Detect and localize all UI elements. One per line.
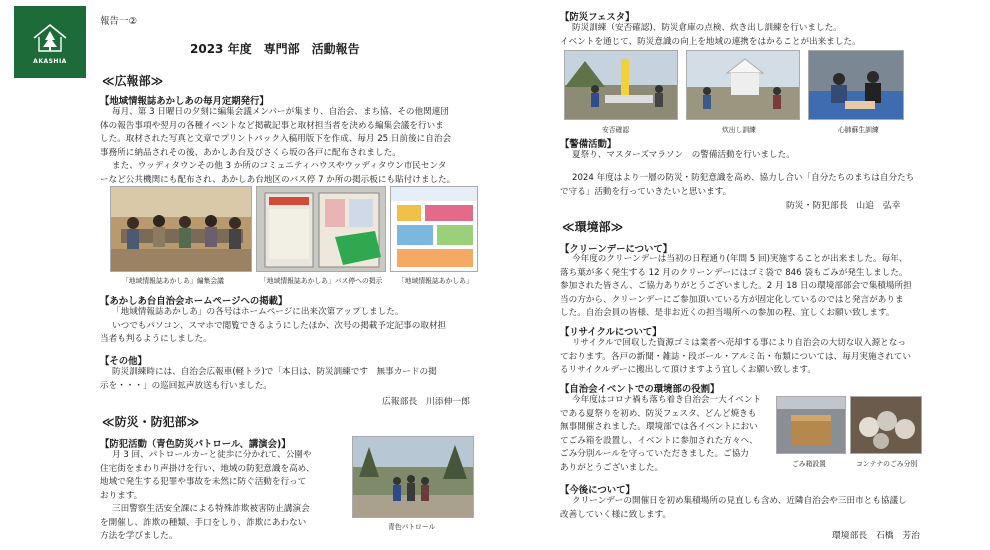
keibi-paragraph: 夏祭り、マスターズマラソン の警備活動を行いました。 — [572, 150, 795, 160]
kouhou-section-title: ≪広報部≫ — [102, 74, 164, 88]
logo-text: AKASHIA — [33, 57, 67, 65]
kankyo-heading-2: 【リサイクルについて】 — [560, 327, 662, 338]
kankyo-section-title: ≪環境部≫ — [562, 220, 624, 234]
safety-check-photo — [564, 50, 678, 120]
photo-caption-trashbox: ごみ箱設置 — [792, 460, 826, 468]
photo-caption-container: コンテナのごみ分別 — [856, 460, 918, 468]
bousai-section-title: ≪防災・防犯部≫ — [102, 415, 200, 429]
photo-caption-safety: 安否確認 — [602, 126, 630, 134]
bus-stop-board-photo — [256, 186, 386, 272]
kankyo-paragraph-1: 今年度のクリーンデーは当初の日程通り(年間 5 回)実施することが出来ました。毎年、 落ち葉が多く発生する 12 月のクリーンデーにはゴミ袋で 846 袋もごみが発生しました。 参加された皆さん、ご協力ありがとうございました。2 月 18 日の環境部部会で集積場所担 当の方から、クリーンデーにご参加頂いている方が固定化しているのではと発言がありま した。自治会員の皆様、是非お近くの担当場所への参加の程、宜しくお願い致します。 — [560, 254, 912, 318]
kouhou-signature: 広報部長 川添伸一郎 — [382, 397, 470, 407]
kouhou-paragraph-3: 防災訓練時には、自治会広報車(軽トラ)で「本日は、防災訓練です 無事カードの掲 示を・・・」の巡回拡声放送も行いました。 — [100, 367, 437, 391]
photo-caption-busstop: 「地域情報誌あかしあ」バス停への掲示 — [260, 277, 383, 285]
cooking-drill-photo — [686, 50, 800, 120]
kouhou-heading-1: 【地域情報誌あかしあの毎月定期発行】 — [100, 96, 269, 107]
kankyo-heading-4: 【今後について】 — [560, 485, 635, 496]
kankyo-paragraph-2: リサイクルで回収した資源ゴミは業者へ売却する事により自治会の大切な収入源となっ ております。各戸の新聞・雑誌・段ボール・アルミ缶・布類については、毎月実施されてい るリサイクルデーに搬出して頂けますよう宜しくお願い致します。 — [560, 338, 911, 375]
photo-caption-meeting: 「地域情報誌あかしあ」編集会議 — [122, 277, 224, 285]
fes-heading: 【防災フェスタ】 — [560, 12, 635, 23]
house-tree-icon — [30, 20, 70, 56]
photo-caption-magazine: 「地域情報誌あかしあ」 — [398, 277, 473, 285]
kankyo-paragraph-3: 今年度はコロナ禍も落ち着き自治会一大イベント である夏祭りを初め、防災フェスタ、どんど焼きも 無事開催されました。環境部では各イベントにおい てごみ箱を設置し、イベントに参加された方々へ、 ごみ分別ルールを守っていただきました。ご協力 ありがとうございました。 — [560, 395, 762, 473]
kankyo-heading-1: 【クリーンデーについて】 — [560, 244, 673, 255]
magazine-cover-photo — [390, 186, 478, 272]
bousai-heading-1: 【防犯活動（青色防災パトロール、講演会)】 — [100, 439, 291, 450]
fes-paragraph: 防災訓練（安否確認)、防災倉庫の点検、炊き出し訓練を行いました。 イベントを通じて、防災意識の向上を地域の連携をはかることが出来ました。 — [560, 23, 861, 47]
meeting-photo — [110, 186, 252, 272]
container-sorting-photo — [850, 396, 922, 454]
kouhou-heading-2: 【あかしあ台自治会ホームページへの掲載】 — [100, 296, 288, 307]
closing-paragraph: 2024 年度はより一層の防災・防犯意識を高め、協力し合い「自分たちのまちは自分たち で守る」活動を行っていきたいと思います。 — [560, 173, 915, 197]
right-page — [560, 0, 960, 550]
bousai-paragraph-1: 月 3 回、パトロールカーと徒歩に分かれて、公園や 住宅街をまわり声掛けを行い、地域の防犯意識を高め、 地域で発生する犯罪や事故を未然に防ぐ活動を行って おります。 三田警察生活安全課による特殊詐欺被害防止講演会 を開催し、詐欺の種類、手口をしり、詐欺にあわない 方法を学びました。 — [100, 450, 315, 541]
patrol-photo — [352, 436, 474, 518]
photo-caption-cooking: 炊出し訓練 — [722, 126, 756, 134]
trash-box-photo — [776, 396, 846, 454]
report-number: 報告一② — [100, 16, 138, 27]
kankyo-signature: 環境部長 石橋 芳治 — [832, 531, 920, 541]
kouhou-paragraph-2: 「地域情報誌あかしあ」の各号はホームページに出来次第アップしました。 いつでもパソコン、スマホで閲覧できるようにしたほか、次号の掲載予定記事の取材担 当者も判るようにしました。 — [100, 307, 447, 344]
photo-caption-cpr: 心肺蘇生訓練 — [838, 126, 879, 134]
cpr-drill-photo — [808, 50, 904, 120]
kankyo-paragraph-4: クリーンデーの開催日を初め集積場所の見直しも含め、近隣自治会や三田市とも協議し 改善していく様に致します。 — [560, 496, 907, 520]
kouhou-heading-3: 【その他】 — [100, 356, 147, 367]
keibi-heading: 【警備活動】 — [560, 139, 617, 150]
akashia-logo — [14, 6, 86, 78]
photo-caption-patrol: 青色パトロール — [388, 523, 436, 531]
bousai-signature: 防災・防犯部長 山追 弘幸 — [786, 201, 901, 211]
kankyo-heading-3: 【自治会イベントでの環境部の役割】 — [560, 384, 720, 395]
page-title: 2023 年度 専門部 活動報告 — [190, 42, 360, 56]
left-page — [100, 0, 480, 550]
kouhou-paragraph-1: 毎月、第 3 日曜日の夕刻に編集会議メンバーが集まり、自治会、まち協、その他関連団 体の報告事項や翌月の各種イベントなど掲載記事と取材担当者を決める編集会議を行いま した。取材された写真と文章でプリントパック入稿用版下を作成、毎月 25 日前後に自治会 事務所に納品されその後、あかしあ台及びさくら坂の各戸に配布されました。 また、ウッディタウンその他 3 か所のコミュニティハウスやウッディタウン市民センタ ーなど公共機関にも配布され、あかしあ台地区のバス停 7 か所の掲示板にも貼付けました。 — [100, 107, 456, 185]
